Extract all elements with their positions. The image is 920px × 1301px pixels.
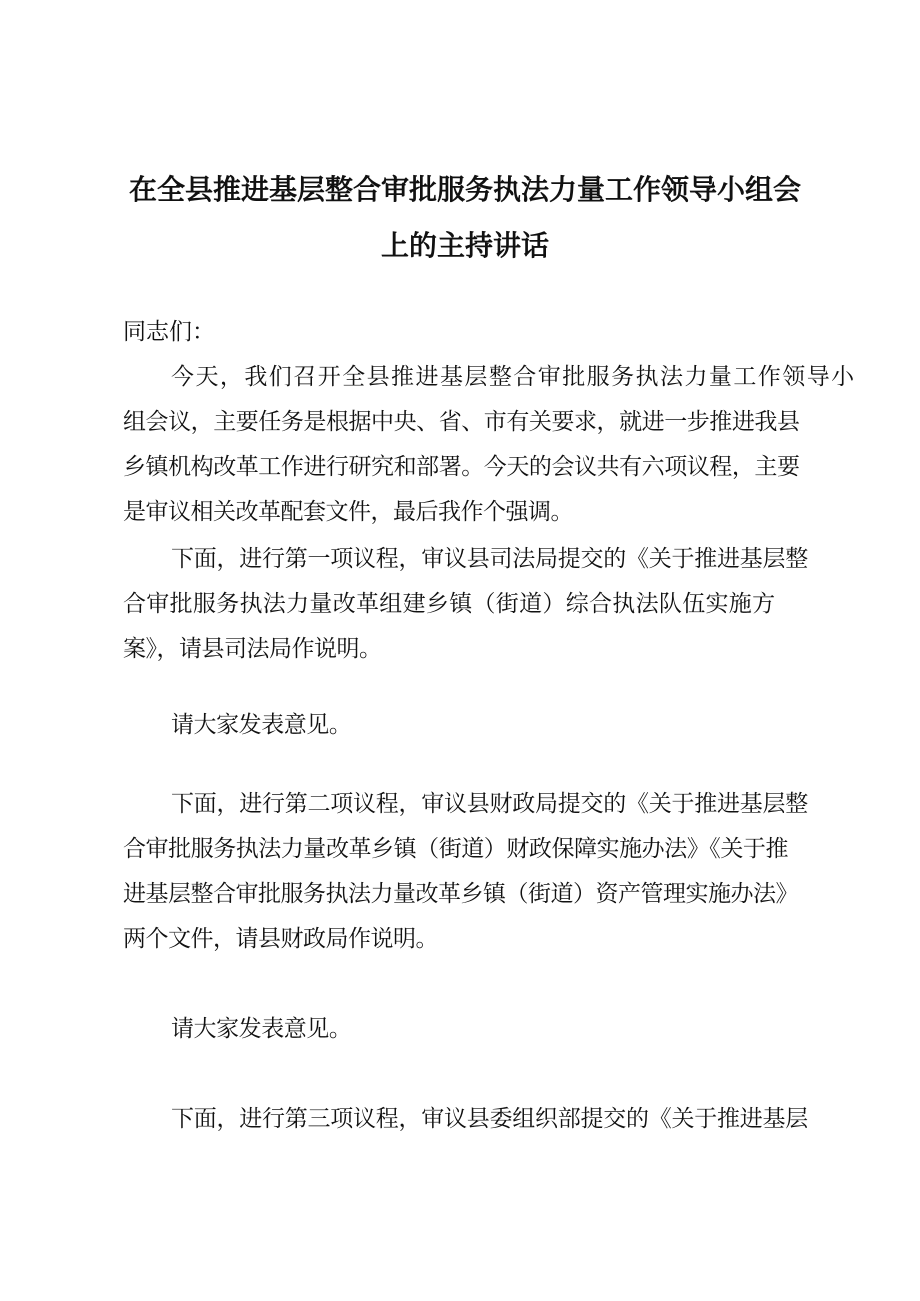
paragraph-line: 下面，进行第三项议程，审议县委组织部提交的《关于推进基层 [171, 1106, 808, 1132]
paragraph-line: 下面，进行第二项议程，审议县财政局提交的《关于推进基层整 [171, 791, 808, 817]
paragraph-line: 今天，我们召开全县推进基层整合审批服务执法力量工作领导小 [171, 364, 856, 390]
paragraph-line: 合审批服务执法力量改革乡镇（街道）财政保障实施办法》《关于推 [123, 836, 789, 862]
salutation: 同志们： [123, 319, 215, 345]
paragraph-line: 两个文件，请县财政局作说明。 [123, 926, 438, 952]
title-line-2: 上的主持讲话 [380, 229, 549, 262]
paragraph-line: 请大家发表意见。 [171, 712, 352, 738]
paragraph-line: 请大家发表意见。 [171, 1016, 352, 1042]
paragraph-line: 案》，请县司法局作说明。 [123, 636, 382, 662]
document-title [120, 162, 810, 274]
paragraph-line: 组会议，主要任务是根据中央、省、市有关要求，就进一步推进我县 [123, 409, 800, 435]
paragraph-line: 下面，进行第一项议程，审议县司法局提交的《关于推进基层整 [171, 546, 808, 572]
paragraph-line: 是审议相关改革配套文件，最后我作个强调。 [123, 499, 573, 525]
paragraph-line: 乡镇机构改革工作进行研究和部署。今天的会议共有六项议程，主要 [123, 454, 800, 480]
title-line-1: 在全县推进基层整合审批服务执法力量工作领导小组会 [128, 173, 801, 206]
paragraph-line: 合审批服务执法力量改革组建乡镇（街道）综合执法队伍实施方 [123, 591, 776, 617]
paragraph-line: 进基层整合审批服务执法力量改革乡镇（街道）资产管理实施办法》 [123, 881, 798, 907]
